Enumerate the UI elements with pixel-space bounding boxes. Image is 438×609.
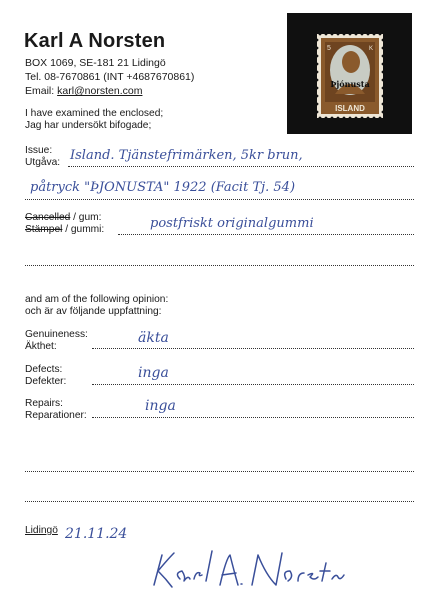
issue-description-line2: påtryck "ÞJONUSTA" 1922 (Facit Tj. 54) <box>30 180 296 195</box>
repairs-value: inga <box>145 398 176 414</box>
issue-label: Issue: <box>25 145 53 156</box>
reparationer-label: Reparationer: <box>25 410 87 421</box>
issue-dotted-line-2 <box>25 199 414 200</box>
repairs-dotted-line <box>92 417 414 418</box>
certifier-name: Karl A Norsten <box>24 30 166 52</box>
defekter-label: Defekter: <box>25 376 67 387</box>
defects-dotted-line <box>92 384 414 385</box>
blank-dotted-line-2 <box>25 501 414 502</box>
genuineness-dotted-line <box>92 348 414 349</box>
genuineness-label: Genuineness: <box>25 329 88 340</box>
genuineness-value: äkta <box>138 330 169 346</box>
gum-label: / gum: <box>70 212 102 223</box>
stampel-gummi-label <box>25 224 104 235</box>
iceland-stamp-image <box>317 34 383 118</box>
stamp-overprint: Þjónusta <box>330 79 370 89</box>
blank-dotted-line-1 <box>25 471 414 472</box>
telephone-line: Tel. 08-7670861 (INT +4687670861) <box>25 71 195 83</box>
handwritten-signature <box>146 545 346 593</box>
opinion-line-sv: och är av följande uppfattning: <box>25 306 162 317</box>
repairs-label: Repairs: <box>25 398 63 409</box>
gum-value: postfriskt originalgummi <box>150 216 314 231</box>
cancelled-label: Cancelled <box>25 212 71 223</box>
date-value: 21.11.24 <box>65 526 128 542</box>
cancelled-gum-label <box>25 212 101 223</box>
stamp-currency: K <box>369 46 374 52</box>
stampel-label: Stämpel <box>25 224 63 235</box>
stamp-country: ISLAND <box>335 104 365 113</box>
stamp-value: 5 <box>327 45 331 52</box>
issue-description-line1: Island. Tjänstefrimärken, 5kr brun, <box>70 148 303 163</box>
email-label: Email: <box>25 85 55 97</box>
intro-line-sv: Jag har undersökt bifogade; <box>25 120 152 131</box>
akthet-label: Äkthet: <box>25 341 57 352</box>
issue-dotted-line <box>68 166 414 167</box>
gummi-label: / gummi: <box>62 224 105 235</box>
defects-label: Defects: <box>25 364 63 375</box>
gum-dotted-line <box>118 234 414 235</box>
utgava-label: Utgåva: <box>25 157 61 168</box>
opinion-line-en: and am of the following opinion: <box>25 294 169 305</box>
intro-line-en: I have examined the enclosed; <box>25 108 164 119</box>
place-label: Lidingö <box>25 525 58 536</box>
defects-value: inga <box>138 365 169 381</box>
address-line: BOX 1069, SE-181 21 Lidingö <box>25 57 166 69</box>
gum-dotted-line-2 <box>25 265 414 266</box>
email-line <box>25 85 142 97</box>
email-link[interactable]: karl@norsten.com <box>57 85 143 97</box>
